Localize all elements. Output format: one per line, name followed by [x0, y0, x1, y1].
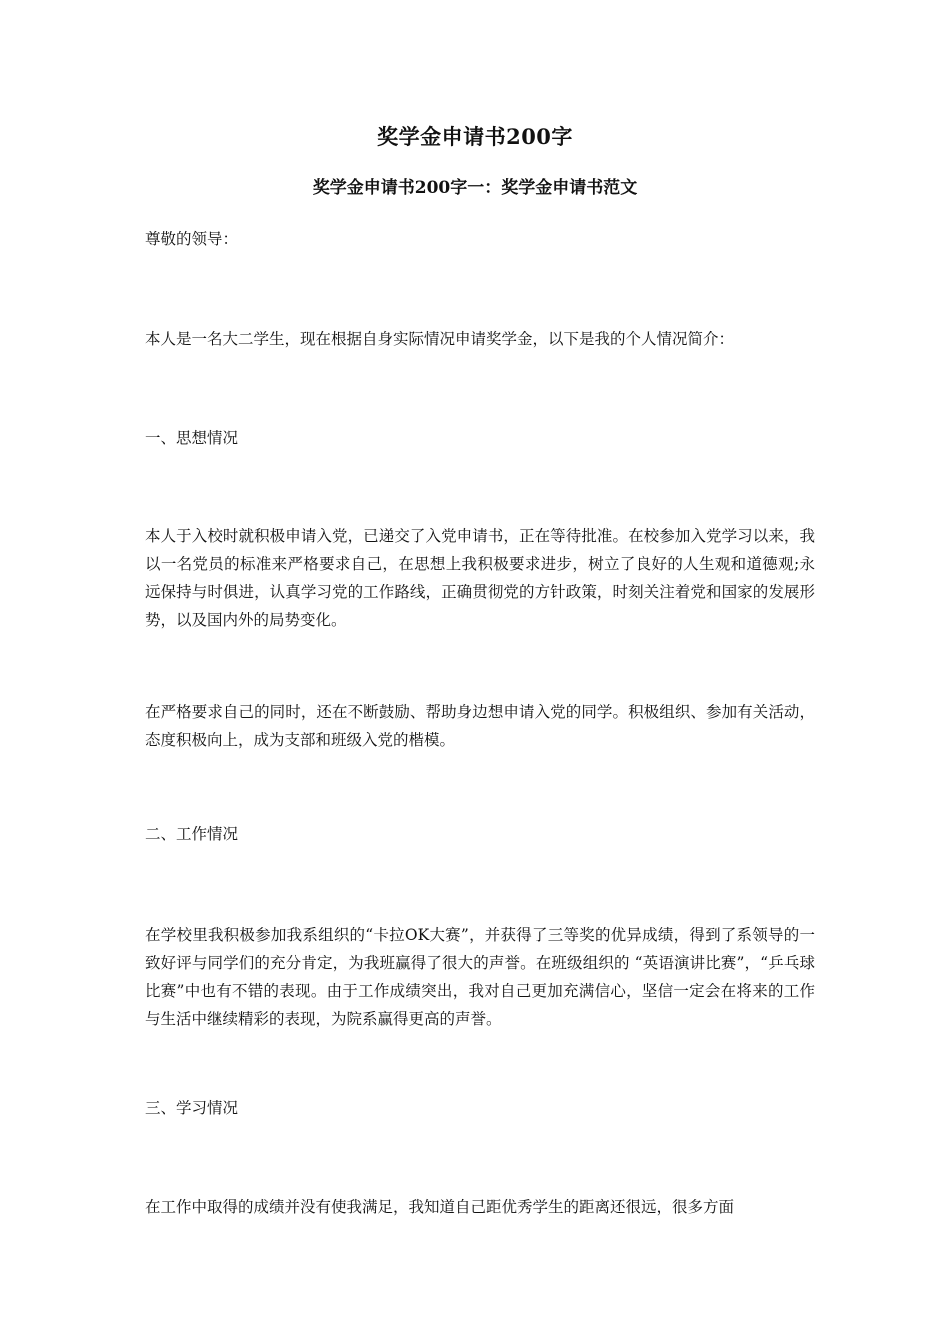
- greeting: 尊敬的领导：: [145, 230, 239, 248]
- section-thought-paragraph-2: 在严格要求自己的同时，还在不断鼓励、帮助身边想申请入党的同学。积极组织、参加有关活动，态度积极向上，成为支部和班级入党的楷模。: [145, 703, 815, 749]
- intro-paragraph: 本人是一名大二学生，现在根据自身实际情况申请奖学金，以下是我的个人情况简介：: [145, 330, 735, 348]
- document-subtitle: 奖学金申请书200字一：奖学金申请书范文: [312, 178, 638, 198]
- section-heading-thought: 一、思想情况: [145, 429, 239, 447]
- section-work-paragraph: 在学校里我积极参加我系组织的“卡拉OK大赛”，并获得了三等奖的优异成绩，得到了系领导的一致好评与同学们的充分肯定，为我班赢得了很大的声誉。在班级组织的 “英语演讲比赛”，“乒乓球比赛”中也有不错的表现。由于工作成绩突出，我对自己更加充满信心，坚信一定会在将来的工作与生活中继续精彩的表现，为院系赢得更高的声誉。: [145, 926, 815, 1028]
- section-thought-paragraph-1: 本人于入校时就积极申请入党，已递交了入党申请书，正在等待批准。在校参加入党学习以来，我以一名党员的标准来严格要求自己，在思想上我积极要求进步，树立了良好的人生观和道德观;永远保持与时俱进，认真学习党的工作路线，正确贯彻党的方针政策，时刻关注着党和国家的发展形势，以及国内外的局势变化。: [145, 527, 815, 629]
- section-study-paragraph: 在工作中取得的成绩并没有使我满足，我知道自己距优秀学生的距离还很远，很多方面: [145, 1198, 735, 1216]
- document-title: 奖学金申请书200字: [377, 124, 573, 149]
- section-heading-study: 三、学习情况: [145, 1099, 239, 1117]
- section-heading-work: 二、工作情况: [145, 825, 239, 843]
